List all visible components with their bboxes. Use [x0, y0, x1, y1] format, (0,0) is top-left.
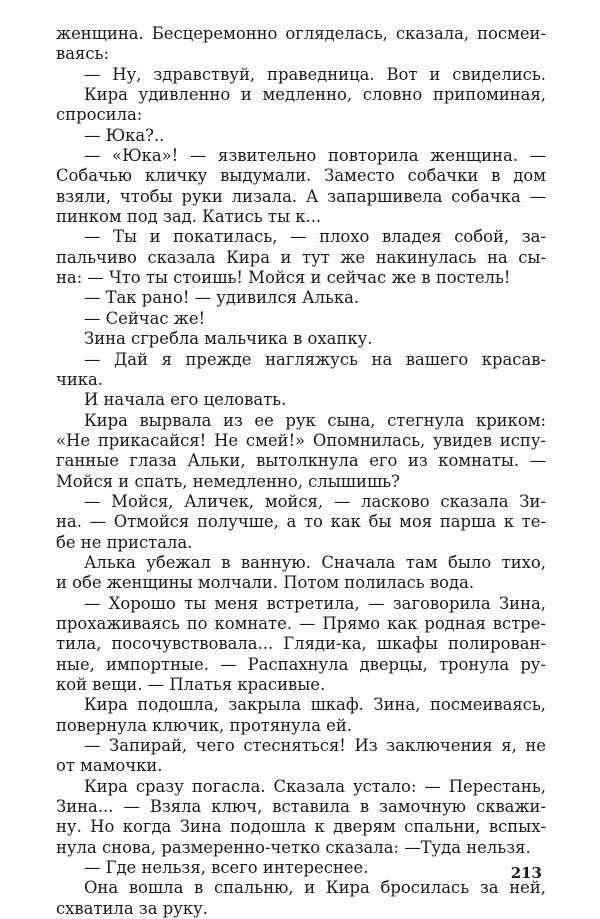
- text-line: взяли, чтобы руки лизала. А запаршивела собачка —: [56, 186, 546, 206]
- text-line: — Дай я прежде нагляжусь на вашего красав-: [84, 349, 546, 369]
- text-line: ваясь:: [56, 44, 109, 64]
- text-line: спросила:: [56, 105, 143, 125]
- text-line: Кира подошла, закрыла шкаф. Зина, посмеиваясь,: [84, 695, 546, 715]
- text-line: — Запирай, чего стесняться! Из заключения я, не: [84, 736, 546, 756]
- text-line: Зина сгребла мальчика в охапку.: [84, 329, 373, 349]
- text-line: Мойся и спать, немедленно, слышишь?: [56, 471, 400, 491]
- text-line: — Сейчас же!: [84, 308, 206, 328]
- text-line: Зина... — Взяла ключ, вставила в замочную скважи-: [56, 797, 546, 817]
- text-line: — Ну, здравствуй, праведница. Вот и свиделись.: [84, 64, 546, 84]
- text-line: тила, посочувствовала... Гляди-ка, шкафы полирован-: [56, 634, 546, 654]
- page-number: 213: [510, 864, 542, 882]
- text-line: на. — Отмойся получше, а то как бы моя парша к те-: [56, 512, 546, 532]
- text-line: — «Юка»! — язвительно повторила женщина. —: [84, 146, 546, 166]
- text-line: «Не прикасайся! Не смей!» Опомнилась, увидев испу-: [56, 430, 546, 450]
- text-line: Кира сразу погасла. Сказала устало: — Перестань,: [84, 776, 546, 796]
- text-line: от мамочки.: [56, 756, 163, 776]
- text-line: ну. Но когда Зина подошла к дверям спальни, вспых-: [56, 817, 546, 837]
- text-line: — Хорошо ты меня встретила, — заговорила Зина,: [84, 593, 546, 613]
- text-line: и обе женщины молчали. Потом полилась вода.: [56, 573, 475, 593]
- text-line: кой вещи. — Платья красивые.: [56, 675, 326, 694]
- book-page: [56, 24, 546, 919]
- text-line: Алька убежал в ванную. Сначала там было тихо,: [84, 552, 546, 572]
- text-line: И начала его целовать.: [84, 390, 287, 410]
- text-line: чика.: [56, 369, 103, 389]
- text-line: на: — Что ты стоишь! Мойся и сейчас же в постель!: [56, 268, 511, 288]
- text-line: пинком под зад. Катись ты к...: [56, 207, 322, 227]
- text-line: повернула ключик, протянула ей.: [56, 715, 353, 735]
- text-line: Она вошла в спальню, и Кира бросилась за ней,: [84, 878, 546, 898]
- text-line: — Мойся, Аличек, мойся, — ласково сказала Зи-: [84, 491, 546, 511]
- text-line: ганные глаза Альки, вытолкнула его из комнаты. —: [56, 451, 546, 471]
- text-line: бе не пристала.: [56, 532, 193, 552]
- text-line: Кира вырвала из ее рук сына, стегнула криком:: [84, 410, 546, 430]
- text-line: прохаживаясь по комнате. — Прямо как родная встре-: [56, 613, 546, 633]
- text-line: Кира удивленно и медленно, словно припоминая,: [84, 85, 546, 105]
- text-line: — Так рано! — удивился Алька.: [84, 288, 360, 308]
- text-line: женщина. Бесцеремонно огляделась, сказала, посмеи-: [56, 24, 546, 43]
- text-line: — Где нельзя, всего интереснее.: [84, 858, 369, 878]
- text-line: Собачью кличку выдумали. Заместо собачки в дом: [56, 166, 546, 186]
- text-line: пальчиво сказала Кира и тут же накинулась на сы-: [56, 247, 546, 267]
- text-line: — Ты и покатилась, — плохо владея собой, за-: [84, 227, 546, 247]
- text-line: — Юка?..: [84, 125, 165, 145]
- text-line: нула снова, размеренно-четко сказала: —Туда нельзя.: [56, 837, 531, 857]
- text-line: схватила за руку.: [56, 898, 208, 918]
- text-line: ные, импортные. — Распахнула дверцы, тронула ру-: [56, 654, 546, 674]
